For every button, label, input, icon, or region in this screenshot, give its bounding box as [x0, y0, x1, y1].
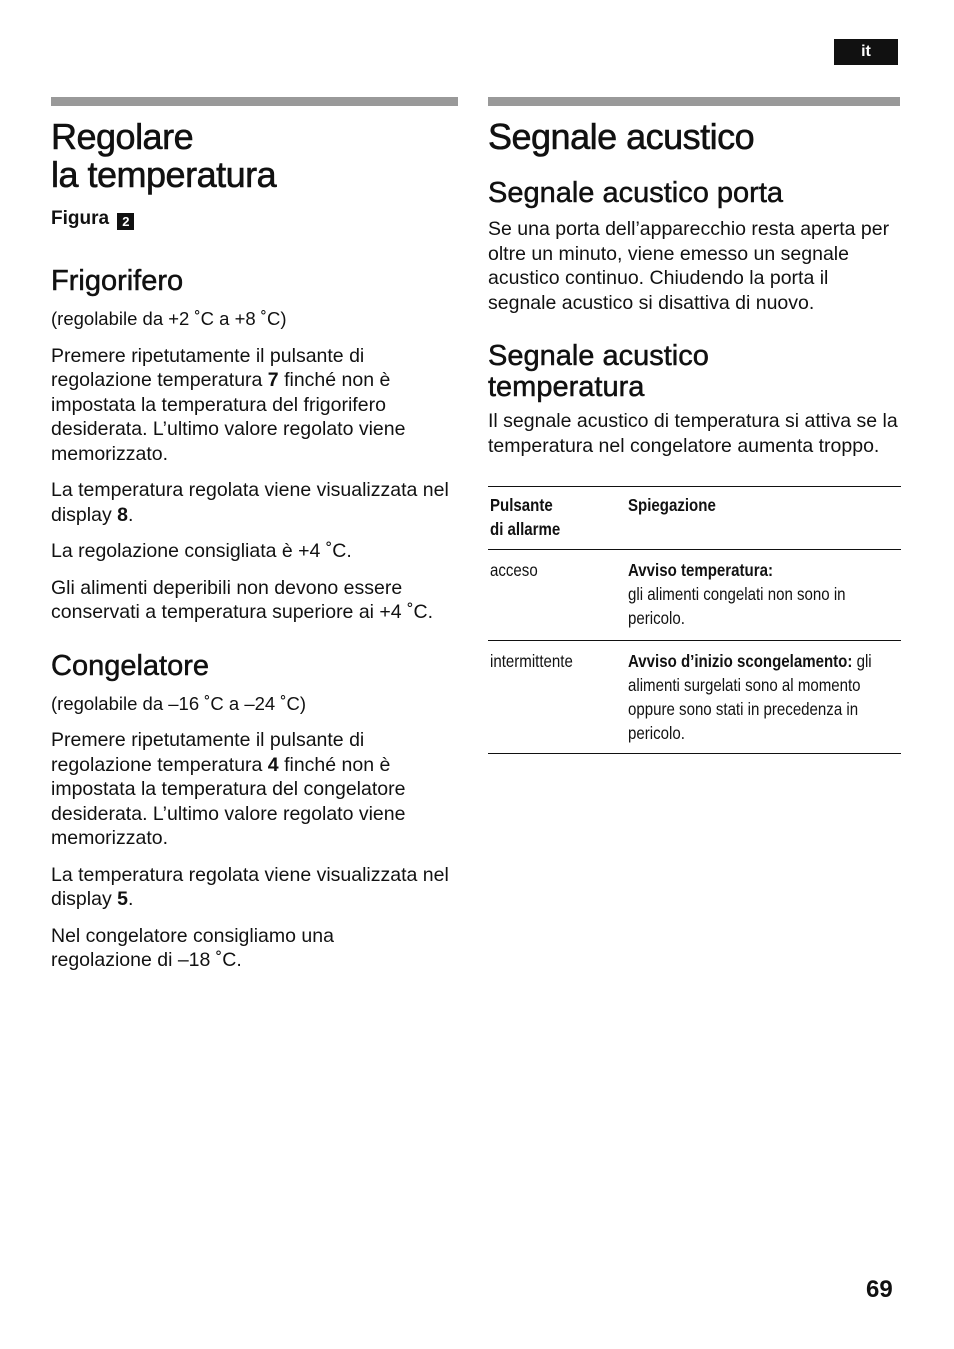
- freezer-paragraph-2: La temperatura regolata viene visualizzata nel display 5.: [51, 863, 449, 910]
- title-line-2: la temperatura: [51, 154, 277, 195]
- language-tab: it: [834, 39, 898, 65]
- fridge-range: (regolabile da +2 ˚C a +8 ˚C): [51, 308, 287, 329]
- table-cell-explanation: Avviso d’inizio scongelamento: gli alimenti surgelati sono al momento oppure sono stati in precedenza in pericolo.: [626, 641, 901, 754]
- alarm-table: [488, 486, 901, 754]
- temp-signal-heading: Segnale acustico temperatura: [488, 340, 709, 403]
- freezer-paragraph-3: Nel congelatore consigliamo una regolazione di –18 ˚C.: [51, 924, 334, 971]
- figure-reference: [51, 208, 458, 230]
- table-cell-state: acceso: [488, 550, 626, 641]
- table-header-col-2: Spiegazione: [626, 486, 901, 550]
- fridge-heading: Frigorifero: [51, 265, 184, 297]
- figure-number-badge: 2: [117, 213, 134, 230]
- freezer-range: (regolabile da –16 ˚C a –24 ˚C): [51, 692, 307, 714]
- table-cell-explanation: Avviso temperatura: gli alimenti congelati non sono in pericolo.: [626, 550, 901, 641]
- table-row: [488, 641, 901, 754]
- table-row: [488, 550, 901, 641]
- right-column: [488, 97, 900, 754]
- door-signal-heading: Segnale acustico porta: [488, 177, 784, 209]
- fridge-paragraph-1: Premere ripetutamente il pulsante di regolazione temperatura 7 finché non è impostata la temperatura del frigorifero desiderata. L’ultimo valore regolato viene memorizzato.: [51, 344, 406, 465]
- page-title-signal: Segnale acustico: [488, 116, 755, 157]
- title-line-1: Regolare: [51, 116, 194, 157]
- figure-label: Figura: [51, 208, 110, 229]
- fridge-paragraph-3: La regolazione consigliata è +4 ˚C.: [51, 540, 352, 562]
- fridge-paragraph-4: Gli alimenti deperibili non devono essere conservati a temperatura superiore ai +4 ˚C.: [51, 576, 434, 623]
- freezer-paragraph-1: Premere ripetutamente il pulsante di regolazione temperatura 4 finché non è impostata la temperatura del congelatore desiderata. L’ultimo valore regolato viene memorizzato.: [51, 729, 406, 849]
- section-rule: [51, 97, 458, 106]
- table-cell-state: intermittente: [488, 641, 626, 754]
- page-number: 69: [866, 1276, 893, 1303]
- table-header-row: [488, 486, 901, 550]
- freezer-heading: Congelatore: [51, 649, 209, 682]
- door-signal-text: Se una porta dell’apparecchio resta aperta per oltre un minuto, viene emesso un segnale acustico continuo. Chiudendo la porta il segnale acustico si disattiva di nuovo.: [488, 218, 890, 314]
- fridge-paragraph-2: La temperatura regolata viene visualizzata nel display 8.: [51, 479, 449, 526]
- section-rule: [488, 97, 900, 106]
- page-title-temperature: [51, 118, 458, 194]
- table-header-col-1: Pulsante di allarme: [488, 486, 626, 550]
- temp-signal-text: Il segnale acustico di temperatura si attiva se la temperatura nel congelatore aumenta troppo.: [488, 410, 898, 457]
- left-column: [51, 97, 458, 985]
